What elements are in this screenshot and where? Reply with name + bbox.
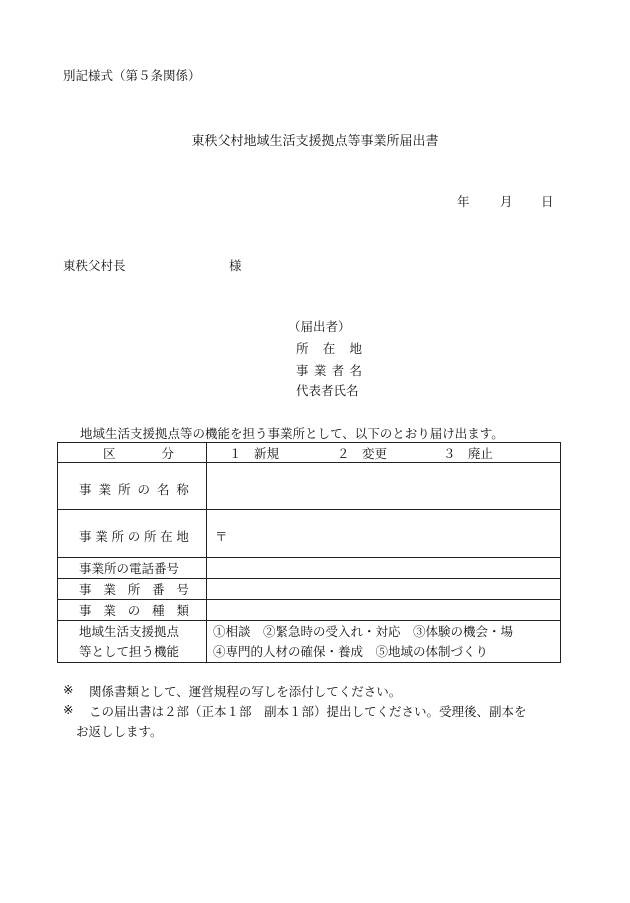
- notifier-business-name-label: 事 業 者 名: [296, 363, 362, 378]
- table-row-functions: [58, 621, 561, 663]
- form-label: 別記様式（第５条関係）: [63, 68, 201, 83]
- table-row-category: [58, 443, 561, 463]
- date-year-label: 年: [457, 194, 470, 209]
- office-address-label-cell: 事 業 所 の 所 在 地: [58, 510, 207, 558]
- office-phone-label-cell: 事業所の電話番号: [58, 558, 207, 579]
- notifier-location-label: 所 在 地: [296, 341, 362, 356]
- note-mark-1: ※: [63, 682, 74, 697]
- office-number-field[interactable]: [207, 579, 561, 600]
- category-label-cell: 区 分: [58, 443, 207, 463]
- date-day-label: 日: [541, 194, 554, 209]
- office-number-label-cell: 事 業 所 番 号: [58, 579, 207, 600]
- category-options-cell[interactable]: [207, 443, 561, 463]
- table-row-office-phone: [58, 558, 561, 579]
- option-abolish[interactable]: ３ 廃止: [443, 445, 494, 461]
- document-title: 東秩父村地域生活支援拠点等事業所届出書: [191, 134, 439, 149]
- business-type-label-cell: 事 業 の 種 類: [58, 600, 207, 621]
- note-2-line-1: この届出書は２部（正本１部 副本１部）提出してください。受理後、副本を: [89, 704, 527, 719]
- office-address-field[interactable]: [207, 510, 561, 558]
- intro-text: 地域生活支援拠点等の機能を担う事業所として、以下のとおり届け出ます。: [80, 426, 504, 441]
- functions-field[interactable]: [207, 621, 561, 663]
- table-row-office-number: [58, 579, 561, 600]
- functions-line-2: ④専門的人材の確保・養成 ⑤地域の体制づくり: [213, 643, 489, 659]
- table-row-office-address: [58, 510, 561, 558]
- option-new[interactable]: １ 新規: [229, 445, 280, 461]
- office-phone-field[interactable]: [207, 558, 561, 579]
- addressee-name: 東秩父村長: [63, 258, 126, 273]
- addressee-honorific: 様: [229, 258, 242, 273]
- note-1: 関係書類として、運営規程の写しを添付してください。: [89, 684, 402, 699]
- business-type-field[interactable]: [207, 600, 561, 621]
- table-row-office-name: [58, 463, 561, 510]
- date-month-label: 月: [500, 194, 513, 209]
- functions-label-cell: 地域生活支援拠点 等として担う機能: [58, 621, 207, 663]
- functions-line-1: ①相談 ②緊急時の受入れ・対応 ③体験の機会・場: [213, 623, 514, 639]
- postal-mark: 〒: [215, 529, 228, 544]
- note-2-line-2: お返しします。: [76, 724, 163, 739]
- table-row-business-type: [58, 600, 561, 621]
- notifier-heading: （届出者）: [288, 319, 351, 334]
- option-change[interactable]: ２ 変更: [337, 445, 388, 461]
- notifier-representative-label: 代表者氏名: [296, 383, 359, 398]
- office-name-field[interactable]: [207, 463, 561, 510]
- office-name-label-cell: 事 業 所 の 名 称: [58, 463, 207, 510]
- registration-table: [57, 442, 561, 663]
- note-mark-2: ※: [63, 702, 74, 717]
